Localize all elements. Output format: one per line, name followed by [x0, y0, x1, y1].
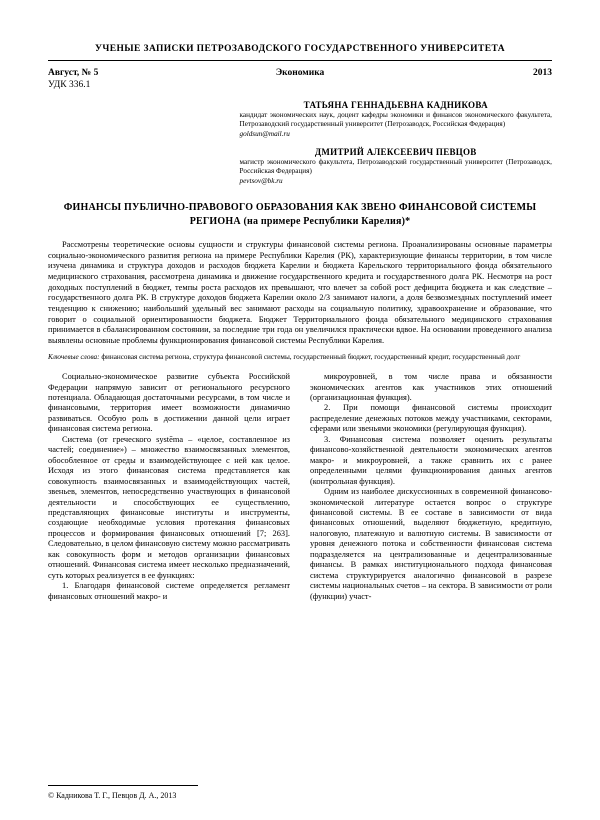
footer-divider	[48, 785, 198, 786]
keywords	[48, 353, 552, 362]
paragraph: 1. Благодаря финансовой системе определяется регламент финансовых отношений макро- и	[48, 581, 290, 601]
author-email[interactable]: pevtsov@bk.ru	[239, 177, 283, 185]
author-entry	[240, 100, 552, 138]
author-affiliation: магистр экономического факультета, Петрозаводский государственный университет (Петрозаводск, Российская Федерация)	[239, 158, 552, 175]
keywords-label: Ключевые слова:	[48, 352, 100, 361]
paragraph: Одним из наиболее дискуссионных в современной финансово-экономической литературе остается вопрос о структуре финансовой системы. В ее составе в зависимости от вида финансовых отношений, выделяют бюджетную, кредитную, налоговую, платежную и валютную системы. В зависимости от уровня денежного потока и собственности финансовая система подразделяется на централизованные и децентрализованные финансы. В рамках институционального подхода финансовая система структурируется аналогично финансовой в разрезе системы национальных счетов – на сектора. В зависимости от роли (функции) участ-	[310, 487, 552, 601]
paragraph: Социально-экономическое развитие субъекта Российской Федерации напрямую зависит от регионального ресурсного потенциала. Обладающая достаточными ресурсами, в том числе и финансовыми, территория имеет возможности динамично развиваться. Особую роль в достижении данной цели играет финансовая система региона.	[48, 372, 290, 434]
keywords-list: финансовая система региона, структура финансовой системы, государственный бюджет, государственный кредит, государственный долг	[101, 352, 521, 361]
author-email[interactable]: goldsun@mail.ru	[239, 130, 290, 138]
right-column	[310, 372, 552, 602]
journal-title: УЧЕНЫЕ ЗАПИСКИ ПЕТРОЗАВОДСКОГО ГОСУДАРСТВЕННОГО УНИВЕРСИТЕТА	[95, 44, 505, 54]
issue-date: Август, № 5	[48, 68, 99, 78]
author-affiliation: кандидат экономических наук, доцент кафедры экономики и финансов экономического факультета, Петрозаводский государственный университет (Петрозаводск, Российская Федерация)	[239, 111, 552, 128]
page-title: ФИНАНСЫ ПУБЛИЧНО-ПРАВОВОГО ОБРАЗОВАНИЯ КАК ЗВЕНО ФИНАНСОВОЙ СИСТЕМЫ РЕГИОНА (на примере Республики Карелия)*	[63, 202, 537, 227]
issue-line	[48, 68, 552, 78]
paragraph: микроуровней, в том числе права и обязанности экономических агентов как участников этих отношений (организационная функция).	[310, 372, 552, 402]
issue-section: Экономика	[275, 68, 325, 78]
paragraph: 3. Финансовая система позволяет оценить результаты финансово-хозяйственной деятельности экономических агентов макро- и микроуровней, а также сравнить их с ранее определенными целями функционирования данных агентов (контрольная функция).	[310, 434, 552, 486]
paragraph: Система (от греческого systēma – «целое, составленное из частей; соединение») – множество взаимосвязанных элементов, обособленное от среды и взаимодействующее с ней как целое. Исходя из этого финансовая система представляется как совокупность взаимосвязанных и взаимодействующих частей, звеньев, элементов, непосредственно участвующих в финансовой деятельности и способствующих ее существлению, представляющих финансовые институты и инструменты, создающие необходимые условия протекания финансовых процессов и формирования финансовых отношений [7; 263]. Следовательно, в целом финансовую систему можно рассматривать как совокупность форм и методов организации финансовых отношений. Финансовая система имеет несколько предназначений, суть которых реализуется в ее функциях:	[48, 434, 290, 580]
author-name: ДМИТРИЙ АЛЕКСЕЕВИЧ ПЕВЦОВ	[314, 147, 477, 157]
body-columns	[48, 372, 552, 602]
udc-code: УДК 336.1	[48, 80, 91, 90]
issue-year: 2013	[533, 68, 552, 78]
authors-block	[240, 100, 552, 185]
author-name: ТАТЬЯНА ГЕННАДЬЕВНА КАДНИКОВА	[303, 100, 488, 110]
copyright-notice: © Кадникова Т. Г., Певцов Д. А., 2013	[48, 791, 177, 800]
paragraph: 2. При помощи финансовой системы происходит распределение денежных потоков между участниками, секторами, сферами или звеньями экономики (регулирующая функция).	[310, 403, 552, 434]
author-entry	[240, 147, 552, 185]
abstract: Рассмотрены теоретические основы сущности и структуры финансовой системы региона. Проанализированы основные параметры социально-экономического развития региона на примере Республики Карелия (РК), характеризующие финансы территории, в том числе изучена динамика и структура доходов и расходов бюджета Карелии и бюджета Карельского территориального фонда обязательного медицинского страхования, рассмотрена динамика и движение государственного кредита и государственного долга РК. Несмотря на рост доходных поступлений в бюджет, темпы роста расходов их превышают, что влечет за собой рост дефицита бюджета и как следствие – государственного долга РК. В структуре доходов бюджета Карелии около 2/3 занимают налоги, а доля безвозмездных поступлений имеет тенденцию к снижению; наибольший удельный вес занимают расходы на социальную политику, здравоохранение и образование, что говорит о социальной ориентированности бюджета. Бюджет Территориального фонда обязательного медицинского страхования принимается в сбалансированном состоянии, за последние три года он увеличился практически вдвое. На основании проведенного анализа выявлены основные проблемы функционирования финансовой системы Республики Карелия.	[48, 240, 552, 346]
header-divider	[48, 60, 552, 61]
left-column	[48, 372, 290, 602]
